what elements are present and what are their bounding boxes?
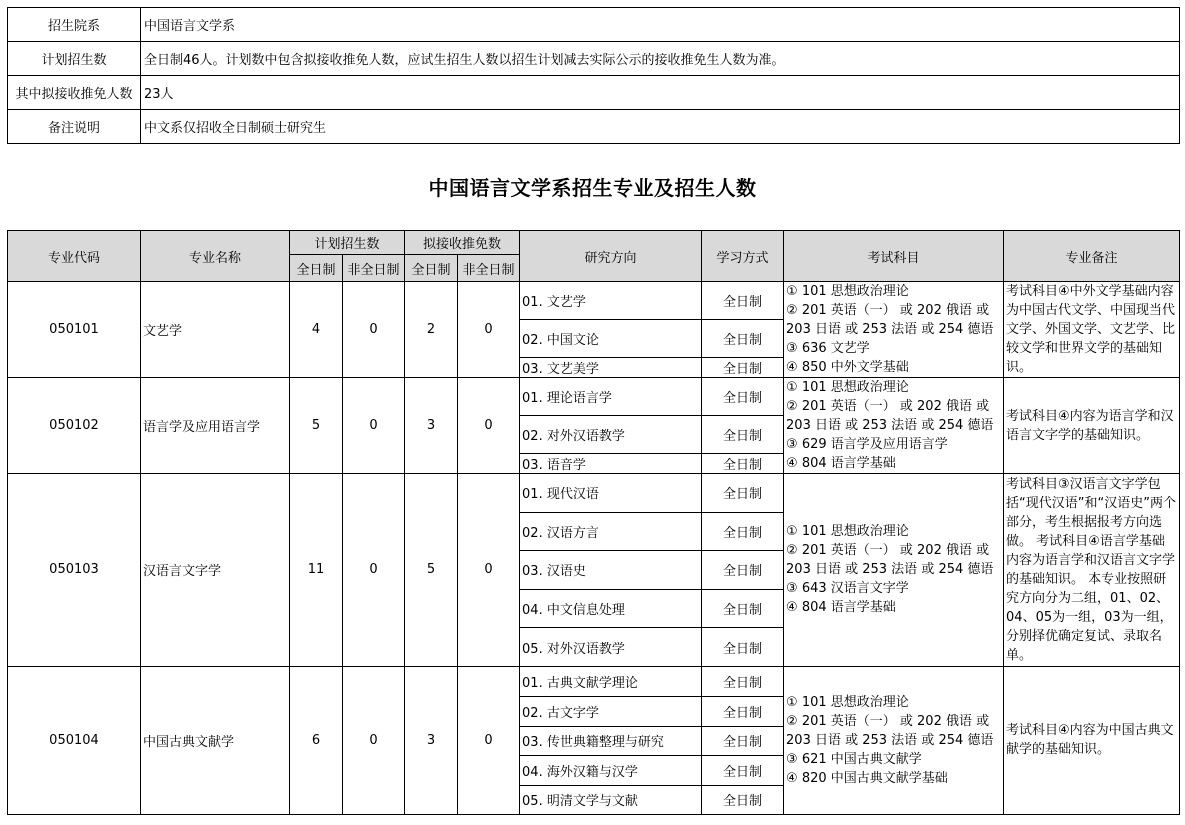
table-row [8,378,1180,416]
exam-subject-line: ④ 820 中国古典文献学基础 [786,770,948,786]
tuimian-full: 3 [405,378,458,474]
plan-full: 5 [290,378,343,474]
research-direction: 02. 汉语方言 [520,512,702,551]
study-mode: 全日制 [702,726,784,755]
info-key: 计划招生数 [8,42,141,76]
exam-subject-line: ③ 629 语言学及应用语言学 [786,437,948,452]
study-mode: 全日制 [702,512,784,551]
tuimian-part: 0 [458,474,520,667]
plan-full: 6 [290,666,343,814]
info-value: 中国语言文学系 [141,8,1180,42]
exam-subjects [784,474,1004,667]
major-name: 文艺学 [141,282,290,378]
study-mode: 全日制 [702,454,784,474]
research-direction: 04. 中文信息处理 [520,589,702,628]
header-plan-full: 全日制 [290,255,343,282]
major-note: 考试科目④内容为语言学和汉语言文字学的基础知识。 [1004,378,1180,474]
exam-subject-line: ① 101 思想政治理论 [786,284,909,299]
study-mode: 全日制 [702,358,784,378]
info-table [7,7,1180,144]
research-direction: 03. 传世典籍整理与研究 [520,726,702,755]
major-note: 考试科目④中外文学基础内容为中国古代文学、中国现当代文学、外国文学、文艺学、比较文学和世界文学的基础知识。 [1004,282,1180,378]
major-note: 考试科目④内容为中国古典文献学的基础知识。 [1004,666,1180,814]
exam-subject-line: 203 日语 或 253 法语 或 254 德语 [786,562,994,578]
exam-subject-line: 203 日语 或 253 法语 或 254 德语 [786,732,994,748]
header-row [8,231,1180,255]
research-direction: 01. 古典文献学理论 [520,666,702,696]
study-mode: 全日制 [702,474,784,513]
study-mode: 全日制 [702,551,784,590]
tuimian-full: 3 [405,666,458,814]
exam-subject-line: ① 101 思想政治理论 [786,524,909,540]
study-mode: 全日制 [702,755,784,785]
table-row [8,282,1180,320]
info-key: 备注说明 [8,110,141,144]
major-code: 050101 [8,282,141,378]
major-code: 050102 [8,378,141,474]
exam-subject-line: ④ 850 中外文学基础 [786,360,909,375]
header-tuimian: 拟接收推免数 [405,231,520,255]
exam-subject-line: 203 日语 或 253 法语 或 254 德语 [786,418,994,433]
header-note: 专业备注 [1004,231,1180,282]
study-mode: 全日制 [702,628,784,667]
research-direction: 05. 明清文学与文献 [520,785,702,814]
info-value: 23人 [141,76,1180,110]
plan-full: 4 [290,282,343,378]
study-mode: 全日制 [702,320,784,358]
plan-part: 0 [343,378,405,474]
research-direction: 01. 文艺学 [520,282,702,320]
research-direction: 01. 现代汉语 [520,474,702,513]
info-value: 中文系仅招收全日制硕士研究生 [141,110,1180,144]
research-direction: 03. 汉语史 [520,551,702,590]
study-mode: 全日制 [702,282,784,320]
exam-subject-line: ③ 621 中国古典文献学 [786,751,922,767]
tuimian-part: 0 [458,378,520,474]
major-code: 050103 [8,474,141,667]
research-direction: 01. 理论语言学 [520,378,702,416]
header-code: 专业代码 [8,231,141,282]
research-direction: 03. 语音学 [520,454,702,474]
exam-subject-line: ① 101 思想政治理论 [786,694,909,710]
exam-subject-line: ④ 804 语言学基础 [786,456,896,471]
exam-subject-line: ② 201 英语（一） 或 202 俄语 或 [786,303,990,318]
header-tm-full: 全日制 [405,255,458,282]
major-name: 语言学及应用语言学 [141,378,290,474]
exam-subject-line: 203 日语 或 253 法语 或 254 德语 [786,322,994,337]
study-mode: 全日制 [702,378,784,416]
info-key: 其中拟接收推免人数 [8,76,141,110]
info-row [8,110,1180,144]
info-value: 全日制46人。计划数中包含拟接收推免人数，应试生招生人数以招生计划减去实际公示的接收推免生人数为准。 [141,42,1180,76]
major-code: 050104 [8,666,141,814]
exam-subject-line: ③ 643 汉语言文字学 [786,581,909,597]
study-mode: 全日制 [702,696,784,726]
study-mode: 全日制 [702,785,784,814]
header-tm-part: 非全日制 [458,255,520,282]
info-row [8,8,1180,42]
tuimian-full: 2 [405,282,458,378]
research-direction: 03. 文艺美学 [520,358,702,378]
exam-subject-line: ② 201 英语（一） 或 202 俄语 或 [786,713,990,729]
plan-full: 11 [290,474,343,667]
header-plan-part: 非全日制 [343,255,405,282]
research-direction: 05. 对外汉语教学 [520,628,702,667]
study-mode: 全日制 [702,589,784,628]
plan-part: 0 [343,474,405,667]
table-row [8,666,1180,696]
page-title: 中国语言文学系招生专业及招生人数 [428,176,757,200]
majors-body [8,282,1180,815]
tuimian-part: 0 [458,666,520,814]
info-row [8,42,1180,76]
research-direction: 04. 海外汉籍与汉学 [520,755,702,785]
study-mode: 全日制 [702,416,784,454]
exam-subject-line: ② 201 英语（一） 或 202 俄语 或 [786,543,990,559]
table-row [8,474,1180,513]
plan-part: 0 [343,666,405,814]
header-mode: 学习方式 [702,231,784,282]
major-name: 中国古典文献学 [141,666,290,814]
exam-subject-line: ① 101 思想政治理论 [786,380,909,395]
major-note: 考试科目③汉语言文字学包括“现代汉语”和“汉语史”两个部分，考生根据报考方向选做。 考试科目④语言学基础内容为语言学和汉语言文字学的基础知识。 本专业按照研究方向分为二组，01、02、04、05为一组，03为一组，分别择优确定复试、录取名单。 [1004,474,1180,667]
exam-subject-line: ③ 636 文艺学 [786,341,870,356]
research-direction: 02. 对外汉语教学 [520,416,702,454]
info-row [8,76,1180,110]
major-name: 汉语言文字学 [141,474,290,667]
research-direction: 02. 中国文论 [520,320,702,358]
plan-part: 0 [343,282,405,378]
header-direction: 研究方向 [520,231,702,282]
exam-subjects [784,666,1004,814]
info-key: 招生院系 [8,8,141,42]
study-mode: 全日制 [702,666,784,696]
majors-table [7,230,1180,815]
exam-subject-line: ④ 804 语言学基础 [786,600,896,616]
header-name: 专业名称 [141,231,290,282]
exam-subject-line: ② 201 英语（一） 或 202 俄语 或 [786,399,990,414]
header-plan: 计划招生数 [290,231,405,255]
tuimian-full: 5 [405,474,458,667]
exam-subjects [784,378,1004,474]
tuimian-part: 0 [458,282,520,378]
research-direction: 02. 古文字学 [520,696,702,726]
header-subjects: 考试科目 [784,231,1004,282]
exam-subjects [784,282,1004,378]
